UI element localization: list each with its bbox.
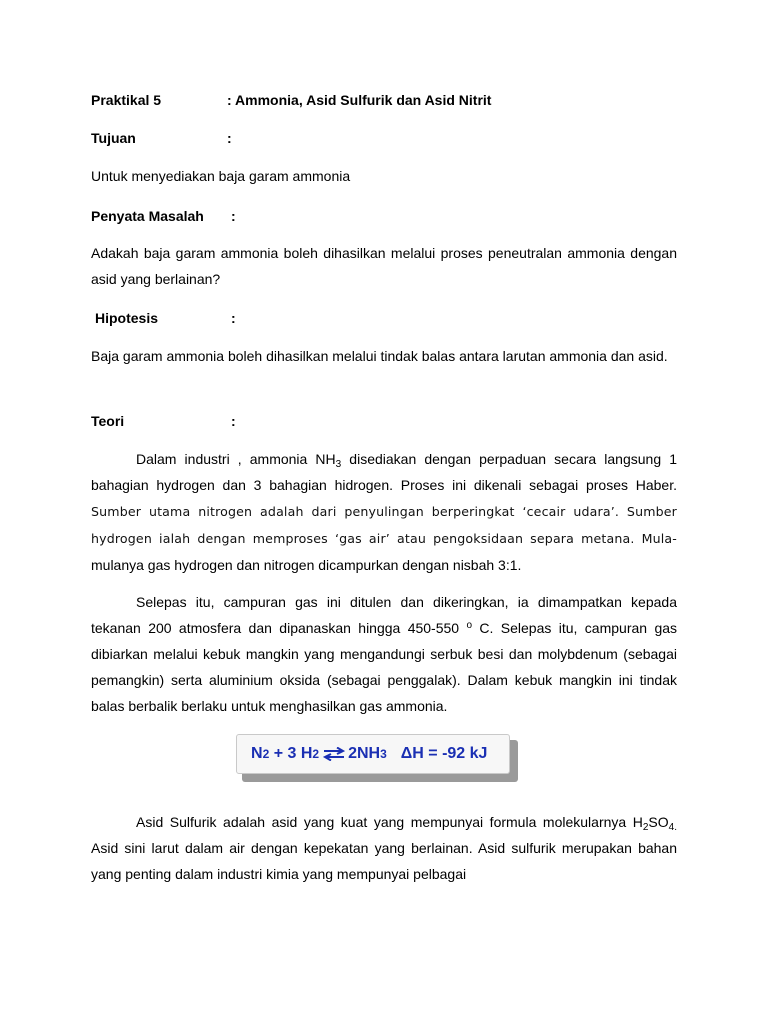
teori-p3-a: Asid Sulfurik adalah asid yang kuat yang mempunyai formula molekularnya H: [136, 814, 643, 830]
eq-plus-hydrogen: + 3 H: [269, 745, 313, 762]
nh3-subscript: 3: [335, 459, 342, 470]
equilibrium-arrows-icon: [323, 747, 345, 761]
teori-p1-c: Sumber utama nitrogen adalah dari penyulingan berperingkat ‘cecair udara’. Sumber hydrogen ialah dengan memproses ‘gas air’ atau pengoksidaan separa metana. Mula-: [91, 504, 677, 546]
so4-subscript: 4.: [668, 822, 677, 833]
h2-subscript: 2: [642, 822, 649, 833]
penyata-row: [91, 206, 236, 226]
tujuan-colon: :: [227, 130, 232, 146]
teori-p3-c: Asid sini larut dalam air dengan kepekatan yang berlainan. Asid sulfurik merupakan bahan yang penting dalam industri kimia yang mempunyai pelbagai: [91, 840, 677, 882]
teori-label: Teori: [91, 413, 125, 429]
teori-p1-d: mulanya gas hydrogen dan nitrogen dicampurkan dengan nisbah 3:1.: [91, 557, 522, 573]
teori-paragraph-2: [91, 589, 677, 719]
eq-enthalpy: ΔH = -92 kJ: [400, 745, 488, 762]
praktikal-row: [91, 90, 492, 110]
teori-p2-b: C. Selepas itu, campuran gas dibiarkan melalui kebuk mangkin yang mengandungi serbuk besi dan molybdenum (sebagai pemangkin) serta aluminium oksida (sebagai penggalak). Dalam kebuk mangkin ini tindak balas berbalik berlaku untuk menghasilkan gas ammonia.: [91, 620, 678, 714]
hipotesis-label: Hipotesis: [95, 310, 159, 326]
teori-p3-b: SO: [648, 814, 669, 830]
teori-paragraph-1: [91, 446, 677, 578]
teori-row: [91, 411, 236, 431]
teori-p2-a: Selepas itu, campuran gas ini ditulen dan dikeringkan, ia dimampatkan kepada tekanan 200 atmosfera dan dipanaskan hingga 450-550: [91, 594, 677, 636]
penyata-colon: :: [231, 208, 236, 224]
teori-p1-a: Dalam industri , ammonia NH: [136, 451, 336, 467]
eq-ammonia: 2NH: [348, 745, 381, 762]
praktikal-label: Praktikal 5: [91, 92, 162, 108]
penyata-label: Penyata Masalah: [91, 208, 204, 224]
hipotesis-text: Baja garam ammonia boleh dihasilkan melalui tindak balas antara larutan ammonia dan asid.: [91, 348, 668, 364]
teori-p1-b: disediakan dengan perpaduan secara langsung 1 bahagian hydrogen dan 3 bahagian hidrogen. Proses ini dikenali sebagai proses Haber.: [91, 451, 677, 493]
hipotesis-row: [95, 308, 236, 328]
teori-colon: :: [231, 413, 236, 429]
equation-box: N 2 + 3 H 2 2NH 3 ΔH = -92 kJ: [236, 734, 510, 774]
hipotesis-colon: :: [231, 310, 236, 326]
tujuan-label: Tujuan: [91, 130, 136, 146]
tujuan-text: Untuk menyediakan baja garam ammonia: [91, 168, 351, 184]
teori-paragraph-3: [91, 809, 677, 887]
tujuan-row: [91, 128, 232, 148]
haber-equation: [236, 734, 518, 782]
eq-nitrogen: N: [251, 745, 263, 762]
penyata-text: Adakah baja garam ammonia boleh dihasilkan melalui proses peneutralan ammonia dengan asid yang berlainan?: [91, 245, 677, 287]
praktikal-title: : Ammonia, Asid Sulfurik dan Asid Nitrit: [227, 92, 492, 108]
degree-superscript: o: [466, 620, 473, 631]
